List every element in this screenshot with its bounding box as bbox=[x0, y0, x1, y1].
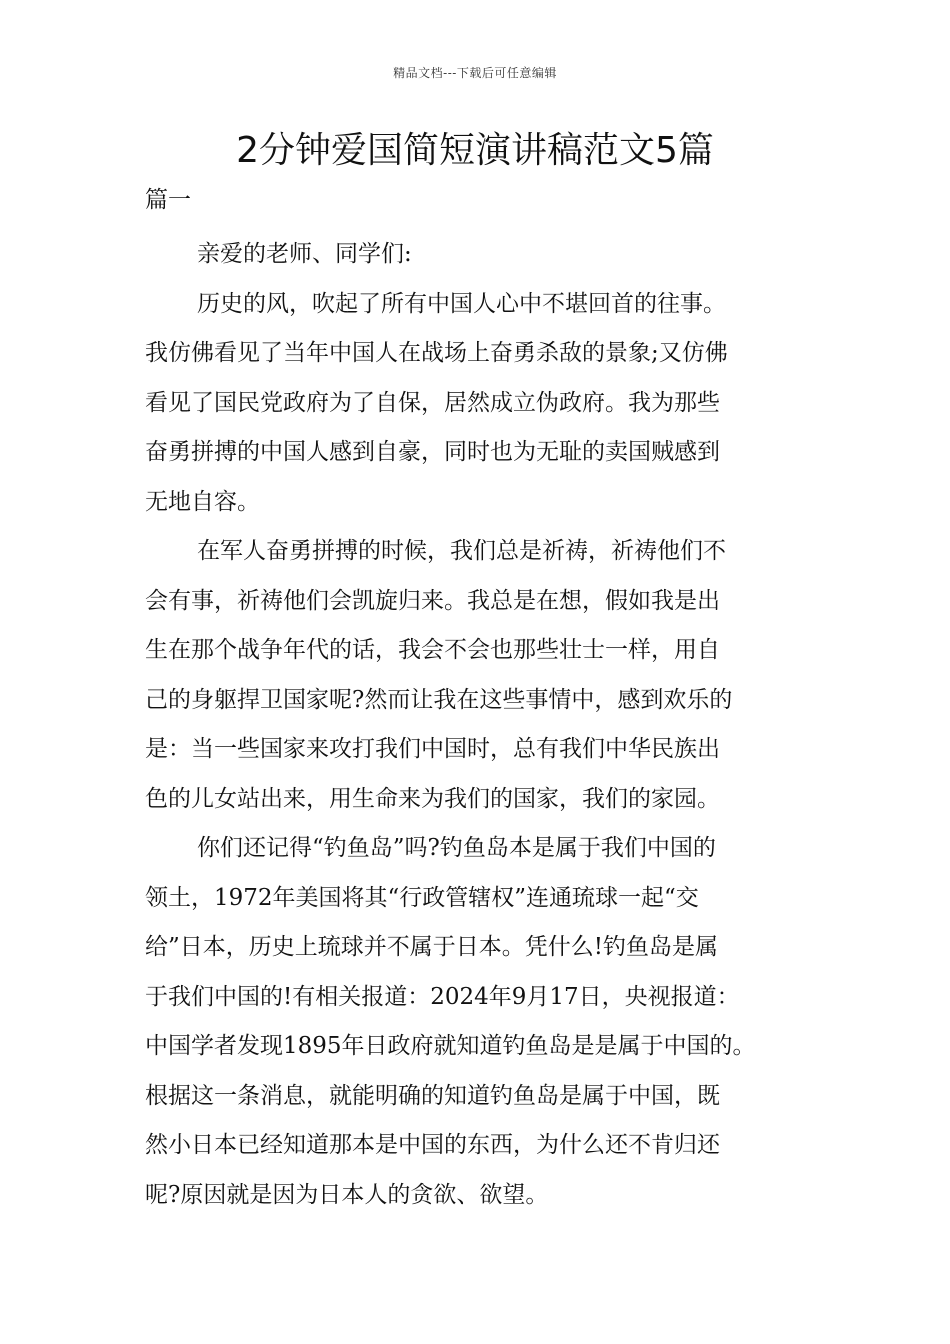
paragraph-line: 无地自容。 bbox=[145, 488, 260, 515]
paragraph-line: 会有事，祈祷他们会凯旋归来。我总是在想，假如我是出 bbox=[145, 587, 720, 614]
paragraph-line: 己的身躯捍卫国家呢?然而让我在这些事情中，感到欢乐的 bbox=[145, 686, 733, 713]
paragraph-line: 色的儿女站出来，用生命来为我们的国家，我们的家园。 bbox=[145, 785, 720, 812]
paragraph-line: 看见了国民党政府为了自保，居然成立伪政府。我为那些 bbox=[145, 389, 720, 416]
paragraph-line: 生在那个战争年代的话，我会不会也那些壮士一样，用自 bbox=[145, 637, 720, 663]
section-label: 篇一 bbox=[145, 187, 191, 213]
paragraph-line: 呢?原因就是因为日本人的贪欲、欲望。 bbox=[145, 1181, 549, 1208]
paragraph-line: 历史的风，吹起了所有中国人心中不堪回首的往事。 bbox=[197, 290, 726, 317]
paragraph-line: 领土，1972年美国将其“行政管辖权”连通琉球一起“交 bbox=[145, 884, 699, 911]
paragraph-line: 于我们中国的!有相关报道：2024年9月17日，央视报道： bbox=[145, 983, 740, 1010]
paragraph-soldiers bbox=[145, 527, 811, 824]
document-title: 2分钟爱国简短演讲稿范文5篇 bbox=[236, 130, 714, 171]
paragraph-line: 给”日本，历史上琉球并不属于日本。凭什么!钓鱼岛是属 bbox=[145, 934, 719, 960]
paragraph-greeting bbox=[145, 230, 811, 280]
paragraph-line: 中国学者发现1895年日政府就知道钓鱼岛是是属于中国的。 bbox=[145, 1033, 756, 1059]
paragraph-line: 亲爱的老师、同学们: bbox=[197, 241, 412, 267]
header-note: 精品文档---下载后可任意编辑 bbox=[393, 66, 557, 80]
document-body bbox=[145, 230, 811, 1220]
paragraph-line: 奋勇拼搏的中国人感到自豪，同时也为无耻的卖国贼感到 bbox=[145, 439, 720, 465]
paragraph-history bbox=[145, 280, 811, 528]
paragraph-line: 在军人奋勇拼搏的时候，我们总是祈祷，祈祷他们不 bbox=[197, 538, 726, 564]
paragraph-line: 然小日本已经知道那本是中国的东西，为什么还不肯归还 bbox=[145, 1132, 720, 1158]
paragraph-line: 是：当一些国家来攻打我们中国时，总有我们中华民族出 bbox=[145, 736, 720, 762]
paragraph-line: 根据这一条消息，就能明确的知道钓鱼岛是属于中国，既 bbox=[145, 1082, 720, 1109]
paragraph-line: 我仿佛看见了当年中国人在战场上奋勇杀敌的景象;又仿佛 bbox=[145, 340, 728, 366]
paragraph-line: 你们还记得“钓鱼岛”吗?钓鱼岛本是属于我们中国的 bbox=[197, 835, 716, 861]
paragraph-diaoyu bbox=[145, 824, 811, 1220]
